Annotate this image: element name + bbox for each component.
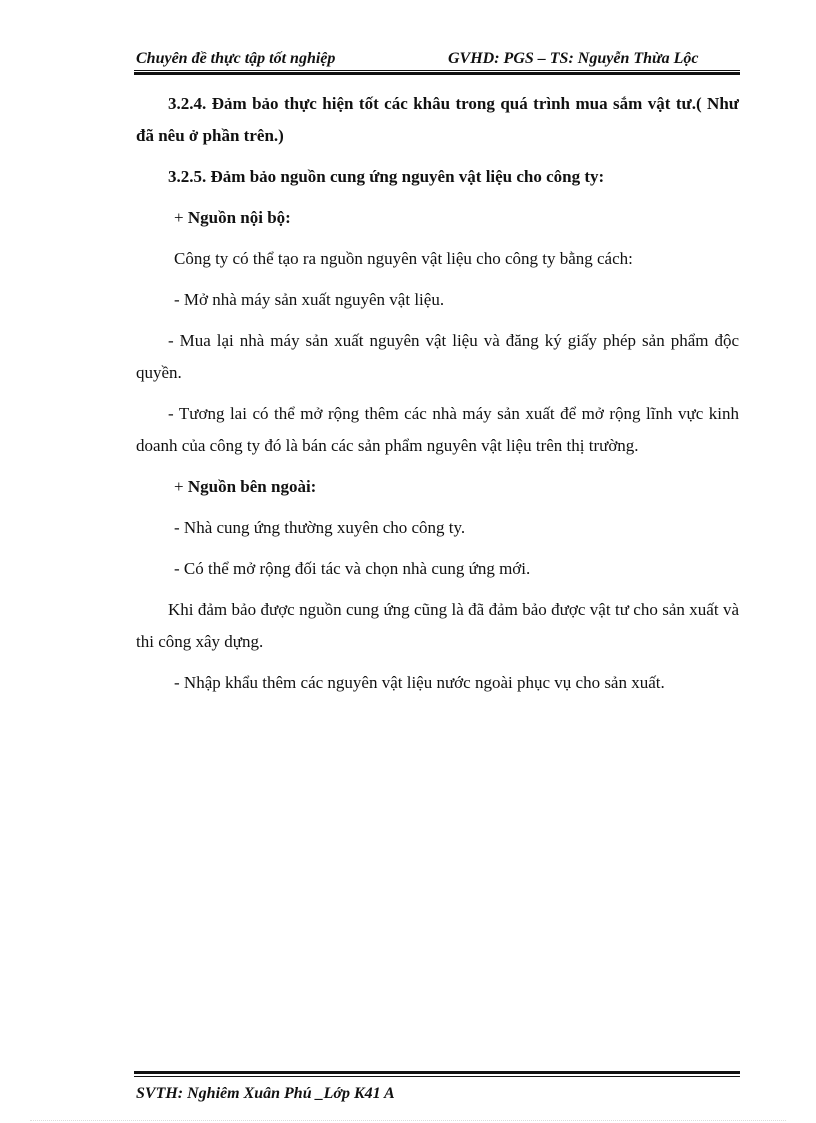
section-heading-3-2-4: 3.2.4. Đảm bảo thực hiện tốt các khâu trong quá trình mua sắm vật tư.( Như đã nêu ở phần trên.): [136, 94, 739, 145]
internal-source-label: Nguồn nội bộ:: [187, 208, 291, 227]
document-body: [136, 88, 739, 699]
external-source-item-2: - Có thể mở rộng đối tác và chọn nhà cung ứng mới.: [174, 559, 531, 578]
internal-source-item-1: - Mở nhà máy sản xuất nguyên vật liệu.: [174, 290, 445, 309]
header-rule-thick: [134, 72, 740, 75]
internal-source-intro: Công ty có thể tạo ra nguồn nguyên vật liệu cho công ty bằng cách:: [174, 249, 633, 268]
external-source-label: Nguồn bên ngoài:: [187, 477, 317, 496]
footer-rule-thick: [134, 1071, 740, 1074]
header-supervisor: GVHD: PGS – TS: Nguyễn Thừa Lộc: [448, 50, 699, 67]
page-footer: SVTH: Nghiêm Xuân Phú _Lớp K41 A: [136, 1085, 395, 1102]
footer-rule-thin: [134, 1076, 740, 1077]
page-header: [134, 48, 740, 68]
page-edge-divider: [30, 1120, 786, 1121]
internal-source-prefix: +: [174, 208, 188, 227]
section-heading-3-2-5: 3.2.5. Đảm bảo nguồn cung ứng nguyên vật liệu cho công ty:: [168, 167, 605, 186]
header-rule-thin: [134, 70, 740, 71]
internal-source-item-3: - Tương lai có thể mở rộng thêm các nhà máy sản xuất để mở rộng lĩnh vực kinh doanh của công ty đó là bán các sản phẩm nguyên vật liệu trên thị trường.: [136, 404, 739, 455]
import-item: - Nhập khẩu thêm các nguyên vật liệu nước ngoài phục vụ cho sản xuất.: [174, 673, 665, 692]
header-document-title: Chuyên đề thực tập tốt nghiệp: [136, 50, 336, 67]
internal-source-item-2: - Mua lại nhà máy sản xuất nguyên vật liệu và đăng ký giấy phép sản phẩm độc quyền.: [136, 331, 739, 382]
external-source-item-1: - Nhà cung ứng thường xuyên cho công ty.: [174, 518, 466, 537]
external-source-prefix: +: [174, 477, 188, 496]
conclusion-paragraph: Khi đảm bảo được nguồn cung ứng cũng là đã đảm bảo được vật tư cho sản xuất và thi công xây dựng.: [136, 600, 739, 651]
external-source-heading: [136, 471, 739, 503]
internal-source-heading: [136, 202, 739, 234]
